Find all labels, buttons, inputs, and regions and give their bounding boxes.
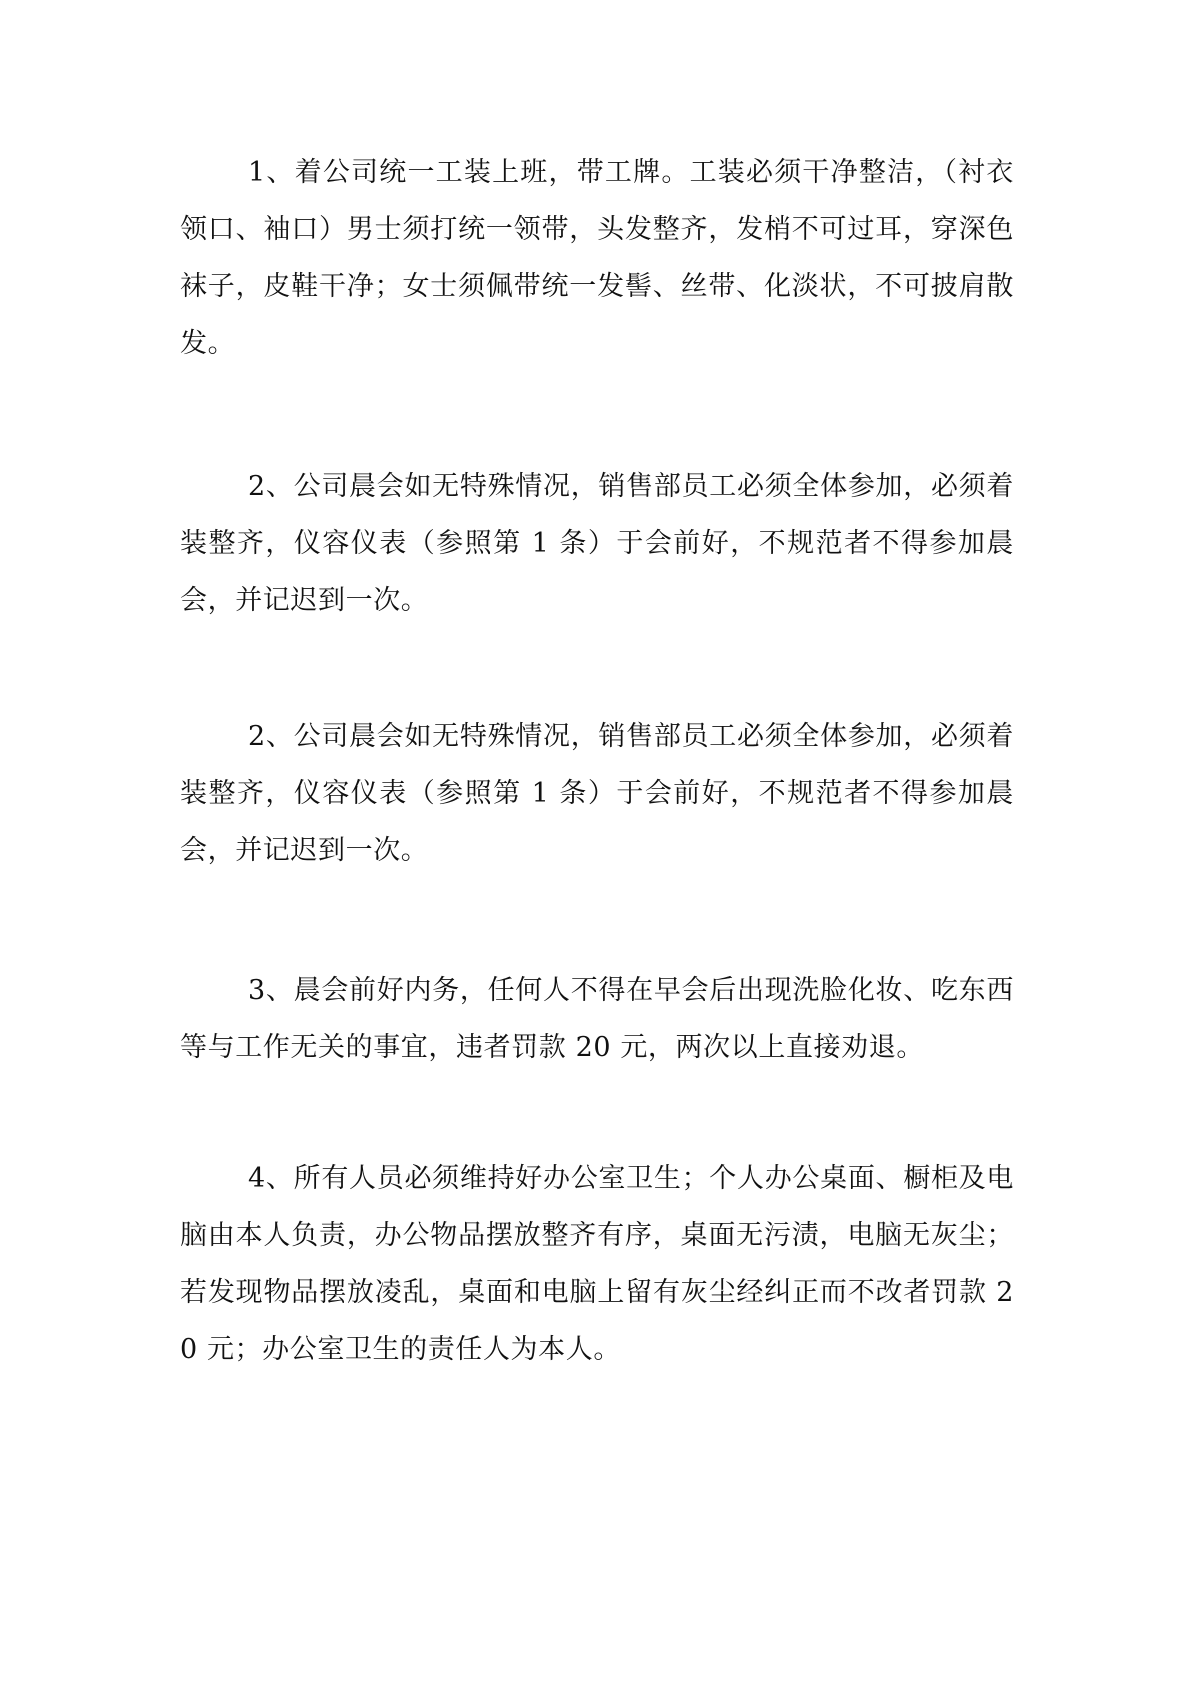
paragraph-rule-4: 4、所有人员必须维持好办公室卫生；个人办公桌面、橱柜及电脑由本人负责，办公物品摆放整齐有序，桌面无污渍，电脑无灰尘；若发现物品摆放凌乱，桌面和电脑上留有灰尘经纠正而不改者罚款 20 元；办公室卫生的责任人为本人。	[180, 1163, 1014, 1365]
paragraph-rule-2: 2、公司晨会如无特殊情况，销售部员工必须全体参加，必须着装整齐，仪容仪表（参照第 1 条）于会前好，不规范者不得参加晨会，并记迟到一次。	[180, 471, 1014, 616]
paragraph-rule-1: 1、着公司统一工装上班，带工牌。工装必须干净整洁，（衬衣领口、袖口）男士须打统一领带，头发整齐，发梢不可过耳，穿深色袜子，皮鞋干净；女士须佩带统一发髻、丝带、化淡状，不可披肩散发。	[180, 157, 1014, 359]
paragraph-rule-2-duplicate: 2、公司晨会如无特殊情况，销售部员工必须全体参加，必须着装整齐，仪容仪表（参照第 1 条）于会前好，不规范者不得参加晨会，并记迟到一次。	[180, 721, 1014, 866]
paragraph-rule-3: 3、晨会前好内务，任何人不得在早会后出现洗脸化妆、吃东西等与工作无关的事宜，违者罚款 20 元，两次以上直接劝退。	[180, 975, 1014, 1063]
